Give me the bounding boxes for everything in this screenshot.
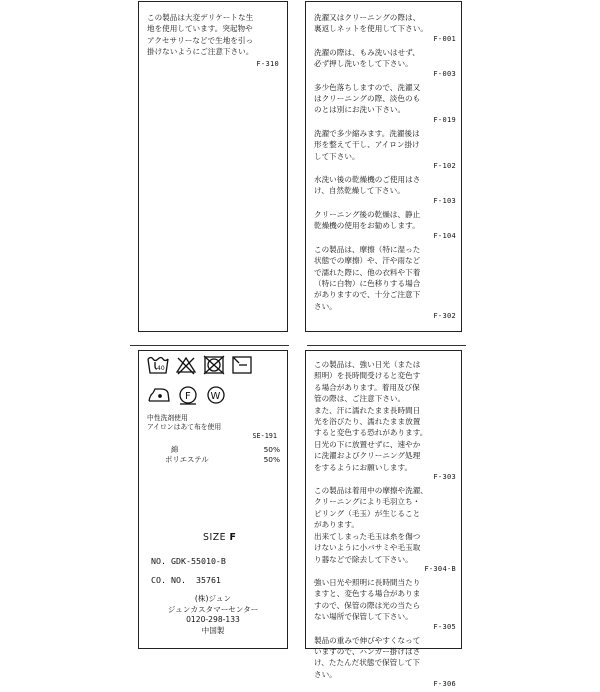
care-note: 水洗い後の乾燥機のご使用はさ け、自然乾燥して下さい。 F-103 — [314, 175, 456, 205]
handling-note: この製品は着用中の摩擦や洗濯、 クリーニングにより毛羽立ち・ ピリング（毛玉）が生じること があります。 出来てしまった毛玉は糸を傷つ けないように小バサミや毛玉取 り器などで除去して下さい。 F-304-B — [314, 486, 456, 573]
line-dry-icon — [231, 355, 253, 379]
svg-text:40: 40 — [157, 365, 165, 372]
company-info — [139, 594, 287, 636]
care-note-code: F-019 — [433, 115, 456, 124]
country-of-origin: 中国製 — [201, 625, 225, 635]
size-label: SIZE — [203, 532, 227, 543]
svg-text:F: F — [185, 391, 191, 402]
handling-note-code: F-306 — [433, 680, 456, 689]
panel-top-left — [138, 1, 288, 332]
care-note-iron-cloth: アイロンはあて布を使用 — [147, 423, 222, 431]
iron-low-icon — [147, 385, 171, 409]
care-symbols — [147, 355, 277, 409]
svg-text:W: W — [210, 391, 221, 402]
handling-note: 強い日光や照明に長時間当たり ますと、変色する場合がありま すので、保管の際は光の当たら ない場所で保管して下さい。 F-305 — [314, 577, 456, 631]
care-symbols-row-1 — [147, 355, 277, 379]
model-number: NO. GDK-55010-B — [151, 556, 226, 566]
dry-clean-f-icon — [177, 385, 199, 409]
care-note-code: F-003 — [433, 69, 456, 78]
wash-40-icon — [147, 355, 169, 379]
handling-note: 製品の重みで伸びやすくなって いますので、ハンガー掛けはさ け、たたんだ状態で保管して下 さい。 F-306 — [314, 635, 456, 689]
care-note-code: F-001 — [433, 34, 456, 43]
handling-note-code: F-304-B — [424, 564, 456, 573]
care-note-code: F-103 — [433, 196, 456, 205]
material-name: ポリエステル — [165, 455, 209, 464]
handling-note-code: F-303 — [433, 473, 456, 482]
care-symbols-row-2 — [147, 385, 277, 409]
care-note: この製品は、摩擦（特に湿った 状態での摩擦）や、汗や雨など で濡れた際に、他の衣料や下着 （特に白物）に色移りする場合 がありますので、十分ご注意下 さい。 F-302 — [314, 244, 456, 321]
panel-bottom-left — [138, 350, 288, 649]
care-note: クリーニング後の乾燥は、静止 乾燥機の使用をお勧めします。 F-104 — [314, 209, 456, 240]
note-code: F-310 — [256, 60, 279, 68]
composition-row — [165, 445, 280, 455]
color-number: CO. NO. 35761 — [151, 575, 221, 585]
composition-row — [165, 455, 280, 465]
composition-table — [165, 445, 280, 465]
handling-note-code: F-305 — [433, 622, 456, 631]
panel-bottom-right — [305, 350, 462, 689]
panel-top-right — [305, 1, 462, 332]
company-name: (株)ジュン — [194, 594, 232, 603]
care-note: 洗濯又はクリーニングの際は、 裏返しネットを使用して下さい。 F-001 — [314, 13, 456, 43]
care-note-code: F-102 — [433, 162, 456, 171]
care-note-neutral-detergent: 中性洗剤使用 — [147, 414, 188, 422]
care-note: 多少色落ちしますので、洗濯又 はクリーニングの際、淡色のも のとは別にお洗い下さい。 F-019 — [314, 82, 456, 124]
material-percent: 50% — [263, 455, 280, 464]
customer-center: ジュンカスタマーセンター — [167, 604, 259, 614]
separator-left — [130, 345, 289, 346]
care-note: 洗濯の際は、もみ洗いはせず、 必ず押し洗いをして下さい。 F-003 — [314, 47, 456, 78]
care-note: 洗濯で多少縮みます。洗濯後は 形を整えて干し、アイロン掛け して下さい。 F-102 — [314, 128, 456, 171]
care-note-code: F-302 — [433, 312, 456, 321]
wet-clean-w-icon — [205, 385, 227, 409]
handling-note: この製品は、強い日光（または 照明）を長時間受けると変色す る場合があります。着用及び保 管の際は、ご注意下さい。 また、汗に濡れたまま長時間日 光を浴びたり、濡れたまま放置 すると変色する恐れがあります。 日光の下に放置せずに、速やか に洗濯およびクリーニング処理 をするようにお願いします。 F-303 — [314, 360, 456, 482]
separator-right — [307, 345, 466, 346]
handling-notes-list — [314, 359, 456, 692]
care-instructions — [147, 414, 283, 432]
phone-number: 0120-298-133 — [186, 615, 240, 625]
care-note-code: F-104 — [433, 231, 456, 240]
care-notes-list — [314, 12, 456, 324]
size-info — [203, 532, 236, 543]
size-value: F — [229, 532, 237, 543]
care-code: SE-191 — [252, 432, 277, 440]
no-tumble-dry-icon — [203, 355, 225, 379]
no-bleach-icon — [175, 355, 197, 379]
material-percent: 50% — [263, 445, 280, 454]
material-name: 綿 — [171, 445, 179, 454]
delicate-fabric-note: この製品は大変デリケートな生 地を使用しています。突起物や アクセサリーなどで生地を引っ 掛けないようにご注意下さい。 — [147, 13, 254, 57]
